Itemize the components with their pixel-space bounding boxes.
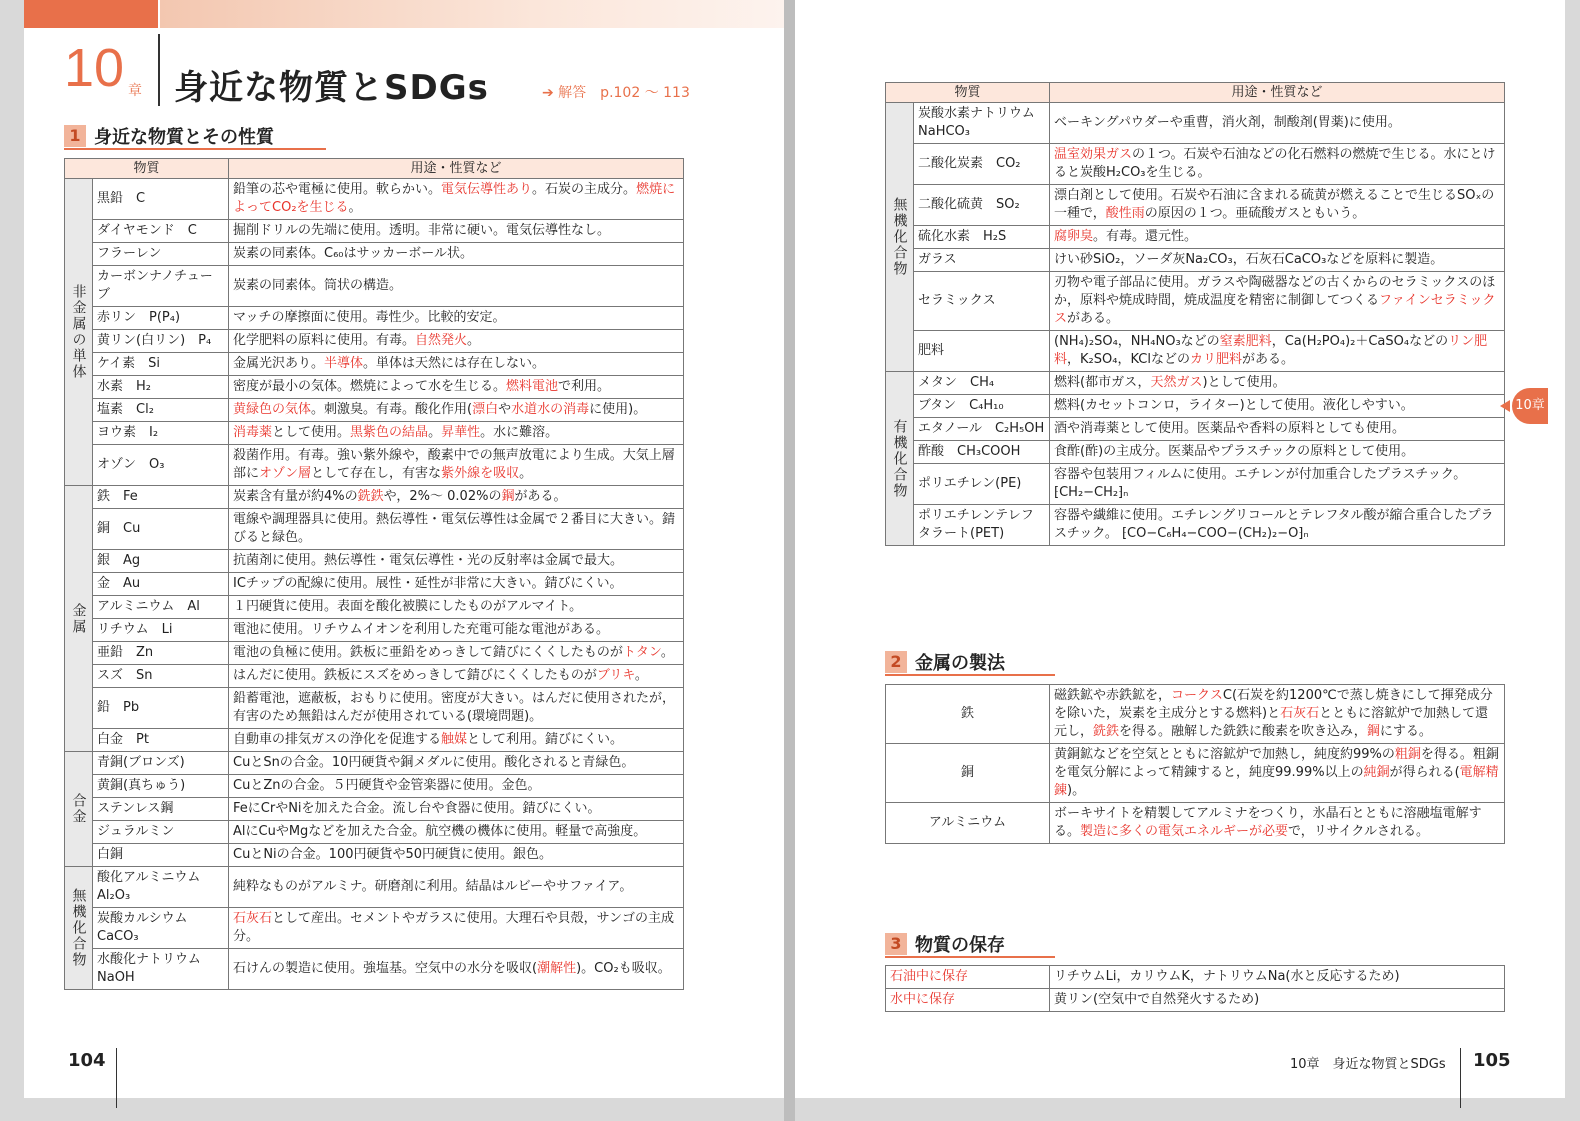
- plain-text: (NH₄)₂SO₄，NH₄NO₃などの: [1054, 334, 1220, 349]
- substance-name: ブタン C₄H₁₀: [914, 395, 1050, 418]
- substance-name: 塩素 Cl₂: [93, 399, 229, 422]
- plain-text: がある。: [1241, 352, 1294, 367]
- table-row: [65, 729, 684, 752]
- table-row: [65, 486, 684, 509]
- plain-text: 炭素の同素体。筒状の構造。: [233, 278, 403, 293]
- highlighted-term: 窒素肥料: [1219, 334, 1272, 349]
- table-row: [886, 744, 1505, 803]
- substance-name: 水素 H₂: [93, 376, 229, 399]
- substance-description: [1050, 272, 1505, 331]
- highlighted-term: 銑鉄: [1093, 724, 1120, 739]
- plain-text: がある。: [1067, 311, 1120, 326]
- table-row: [65, 550, 684, 573]
- table-row: [886, 103, 1505, 144]
- answer-reference-link[interactable]: ➔ 解答 p.102 ～ 113: [542, 85, 690, 101]
- substance-name: 酸化アルミニウム Al₂O₃: [93, 867, 229, 908]
- plain-text: 鉛蓄電池，遮蔽板，おもりに使用。密度が大きい。はんだに使用されたが，有害のため無鉛はんだが使用されている(環境問題)。: [233, 691, 676, 724]
- plain-text: 自動車の排気ガスの浄化を促進する: [233, 732, 442, 747]
- highlighted-term: 黒紫色の結晶: [350, 425, 429, 440]
- plain-text: 酒や消毒薬として使用。医薬品や香料の原料としても使用。: [1054, 421, 1406, 436]
- highlighted-term: 鋼: [501, 489, 515, 504]
- plain-text: 。: [519, 466, 533, 481]
- highlighted-term: 半導体: [324, 356, 364, 371]
- plain-text: ，Ca(H₂PO₄)₂＋CaSO₄などの: [1271, 334, 1449, 349]
- substance-name: セラミックス: [914, 272, 1050, 331]
- substance-description: [1050, 331, 1505, 372]
- highlighted-term: トタン: [622, 645, 661, 660]
- page-number-right: 105: [1473, 1050, 1511, 1071]
- substance-name: 亜鉛 Zn: [93, 642, 229, 665]
- substance-description: [229, 775, 684, 798]
- table-row: [65, 376, 684, 399]
- plain-text: を得る。粗銅を電気分解によって精錬すると，純度99.99%以上の: [1054, 747, 1499, 780]
- substance-name: 白銅: [93, 844, 229, 867]
- plain-text: 黄銅鉱などを空気とともに溶鉱炉で加熱し，純度約99%の: [1054, 747, 1395, 762]
- table-row: [65, 867, 684, 908]
- substance-name: 炭酸水素ナトリウム NaHCO₃: [914, 103, 1050, 144]
- page-rule-right: [1460, 1048, 1461, 1108]
- plain-text: 掘削ドリルの先端に使用。透明。非常に硬い。電気伝導性なし。: [233, 223, 611, 238]
- row-description: [1050, 989, 1505, 1012]
- right-page: [795, 0, 1565, 1098]
- substance-name: アルミニウム Al: [93, 596, 229, 619]
- table-row: [65, 665, 684, 688]
- substance-description: [229, 330, 684, 353]
- table-row: [65, 220, 684, 243]
- substance-description: [229, 550, 684, 573]
- substance-name: カーボンナノチューブ: [93, 266, 229, 307]
- column-header-uses: 用途・性質など: [229, 159, 684, 179]
- plain-text: 磁鉄鉱や赤鉄鉱を，: [1054, 688, 1172, 703]
- substance-description: [229, 867, 684, 908]
- highlighted-term: 黄緑色の気体: [233, 402, 312, 417]
- table-row: [65, 330, 684, 353]
- highlighted-term: リン肥料: [1054, 334, 1488, 367]
- substance-description: [229, 353, 684, 376]
- substance-name: 白金 Pt: [93, 729, 229, 752]
- row-description: [1050, 744, 1505, 803]
- substance-description: [1050, 395, 1505, 418]
- substance-name: 鉄 Fe: [93, 486, 229, 509]
- plain-text: の原因の１つ。亜硫酸ガスともいう。: [1144, 206, 1366, 221]
- section-number: 1: [64, 125, 86, 147]
- plain-text: 黄リン(空気中で自然発火するため): [1054, 992, 1260, 1007]
- highlighted-term: 漂白: [472, 402, 499, 417]
- table-row: [65, 821, 684, 844]
- highlighted-term: 鋼: [1366, 724, 1380, 739]
- table-row: [65, 844, 684, 867]
- highlighted-term: ブリキ: [596, 668, 635, 683]
- plain-text: CuとZnの合金。５円硬貨や金管楽器に使用。金色。: [233, 778, 541, 793]
- highlighted-term: カリ肥料: [1189, 352, 1242, 367]
- plain-text: 化学肥料の原料に使用。有毒。: [233, 333, 416, 348]
- table-row: [886, 418, 1505, 441]
- substance-description: [229, 376, 684, 399]
- highlighted-term: 触媒: [441, 732, 468, 747]
- plain-text: 。刺激臭。有毒。酸化作用(: [311, 402, 473, 417]
- highlighted-term: 燃焼によってCO₂を生じる: [233, 182, 676, 215]
- plain-text: がある。: [514, 489, 567, 504]
- category-label: 合金: [65, 752, 93, 867]
- table-row: [65, 688, 684, 729]
- plain-text: 純粋なものがアルミナ。研磨剤に利用。結晶はルビーやサファイア。: [233, 879, 633, 894]
- plain-text: けい砂SiO₂，ソーダ灰Na₂CO₃，石灰石CaCO₃などを原料に製造。: [1054, 252, 1444, 267]
- plain-text: １円硬貨に使用。表面を酸化被膜にしたものがアルマイト。: [233, 599, 583, 614]
- substance-name: 黒鉛 C: [93, 179, 229, 220]
- substance-description: [229, 821, 684, 844]
- substance-name: ポリエチレンテレフタラート(PET): [914, 505, 1050, 546]
- plain-text: として産出。セメントやガラスに使用。大理石や貝殻，サンゴの主成分。: [233, 911, 674, 944]
- highlighted-term: 燃料電池: [506, 379, 559, 394]
- substance-description: [229, 752, 684, 775]
- substance-description: [229, 729, 684, 752]
- plain-text: 。: [467, 333, 481, 348]
- substance-name: 黄リン(白リン) P₄: [93, 330, 229, 353]
- substance-name: 硫化水素 H₂S: [914, 226, 1050, 249]
- substance-name: 黄銅(真ちゅう): [93, 775, 229, 798]
- plain-text: として使用。: [272, 425, 351, 440]
- plain-text: や: [498, 402, 512, 417]
- chapter-divider: [158, 34, 160, 106]
- plain-text: の１つ。石炭や石油などの化石燃料の燃焼で生じる。水にとけると炭酸H₂CO₃を生じる。: [1054, 147, 1496, 180]
- category-label: 有機化合物: [886, 372, 914, 546]
- plain-text: 燃料(カセットコンロ，ライター)として使用。液化しやすい。: [1054, 398, 1414, 413]
- metal-production-table: [885, 684, 1505, 844]
- column-header-substance: 物質: [886, 83, 1050, 103]
- section-number: 3: [885, 933, 907, 955]
- substance-name: ステンレス鋼: [93, 798, 229, 821]
- substance-description: [229, 688, 684, 729]
- substance-description: [1050, 144, 1505, 185]
- table-row: [65, 243, 684, 266]
- plain-text: 電池に使用。リチウムイオンを利用した充電可能な電池がある。: [233, 622, 609, 637]
- substance-description: [229, 949, 684, 990]
- table-row: [65, 775, 684, 798]
- plain-text: )。: [1067, 783, 1086, 798]
- substance-name: 水酸化ナトリウム NaOH: [93, 949, 229, 990]
- row-description: [1050, 966, 1505, 989]
- book-gutter: [784, 0, 795, 1121]
- substance-name: ダイヤモンド C: [93, 220, 229, 243]
- substance-name: 赤リン P(P₄): [93, 307, 229, 330]
- highlighted-term: 酸性雨: [1105, 206, 1145, 221]
- table-row: [65, 908, 684, 949]
- substance-name: エタノール C₂H₅OH: [914, 418, 1050, 441]
- row-label: 銅: [886, 744, 1050, 803]
- highlighted-term: 製造に多くの電気エネルギーが必要: [1080, 824, 1289, 839]
- substance-name: オゾン O₃: [93, 445, 229, 486]
- substance-description: [229, 798, 684, 821]
- plain-text: 。有毒。還元性。: [1093, 229, 1198, 244]
- plain-text: 。石炭の主成分。: [532, 182, 637, 197]
- substance-description: [229, 908, 684, 949]
- plain-text: はんだに使用。鉄板にスズをめっきして錆びにくくしたものが: [233, 668, 597, 683]
- row-label: 鉄: [886, 685, 1050, 744]
- chapter-title: 身近な物質とSDGs: [174, 68, 489, 108]
- substance-description: [229, 844, 684, 867]
- table-row: [886, 372, 1505, 395]
- table-row: [886, 226, 1505, 249]
- section-title: 物質の保存: [915, 935, 1005, 956]
- header-bar-accent: [24, 0, 158, 28]
- plain-text: 。: [660, 645, 674, 660]
- highlighted-term: 純銅: [1363, 765, 1390, 780]
- table-row: [65, 422, 684, 445]
- plain-text: として存在し，有害な: [311, 466, 442, 481]
- substance-description: [1050, 103, 1505, 144]
- table-row: [65, 509, 684, 550]
- plain-text: として利用。錆びにくい。: [467, 732, 624, 747]
- chapter-side-tab[interactable]: 10章: [1512, 388, 1548, 424]
- substance-description: [229, 179, 684, 220]
- highlighted-term: 粗銅: [1394, 747, 1421, 762]
- table-row: [65, 266, 684, 307]
- plain-text: )。CO₂も吸収。: [576, 961, 671, 976]
- header-bar-gradient: [160, 0, 784, 28]
- plain-text: 鉛筆の芯や電極に使用。軟らかい。: [233, 182, 442, 197]
- substance-description: [229, 509, 684, 550]
- plain-text: にする。: [1379, 724, 1432, 739]
- highlighted-term: 紫外線を吸収: [441, 466, 520, 481]
- table-row: [65, 445, 684, 486]
- plain-text: CuとNiの合金。100円硬貨や50円硬貨に使用。銀色。: [233, 847, 553, 862]
- highlighted-term: 電気伝導性あり: [441, 182, 533, 197]
- plain-text: )として使用。: [1202, 375, 1286, 390]
- substance-name: ケイ素 Si: [93, 353, 229, 376]
- table-row: [886, 185, 1505, 226]
- plain-text: 電線や調理器具に使用。熱伝導性・電気伝導性は金属で２番目に大きい。錆びると緑色。: [233, 512, 676, 545]
- substance-name: フラーレン: [93, 243, 229, 266]
- plain-text: 電池の負極に使用。鉄板に亜鉛をめっきして錆びにくくしたものが: [233, 645, 623, 660]
- substance-name: ガラス: [914, 249, 1050, 272]
- plain-text: ICチップの配線に使用。展性・延性が非常に大きい。錆びにくい。: [233, 576, 623, 591]
- plain-text: 漂白剤として使用。石炭や石油に含まれる硫黄が燃えることで生じるSOₓの一種で，: [1054, 188, 1495, 221]
- table-row: [886, 803, 1505, 844]
- table-row: [65, 752, 684, 775]
- substance-description: [229, 573, 684, 596]
- plain-text: 炭素含有量が約4%の: [233, 489, 358, 504]
- substance-name: 炭酸カルシウム CaCO₃: [93, 908, 229, 949]
- substance-description: [229, 642, 684, 665]
- plain-text: 。: [634, 668, 648, 683]
- section-title: 金属の製法: [915, 653, 1005, 674]
- substance-name: 青銅(ブロンズ): [93, 752, 229, 775]
- plain-text: 金属光沢あり。: [233, 356, 325, 371]
- highlighted-term: 消毒薬: [233, 425, 273, 440]
- plain-text: マッチの摩擦面に使用。毒性少。比較的安定。: [233, 310, 506, 325]
- highlighted-term: 水道水の消毒: [511, 402, 590, 417]
- row-description: [1050, 685, 1505, 744]
- properties-table: [64, 158, 684, 990]
- table-row: [886, 249, 1505, 272]
- substance-name: 銅 Cu: [93, 509, 229, 550]
- substance-name: 二酸化炭素 CO₂: [914, 144, 1050, 185]
- substance-description: [229, 220, 684, 243]
- highlighted-term: 電解精錬: [1054, 765, 1499, 798]
- category-label: 無機化合物: [65, 867, 93, 990]
- substance-description: [229, 596, 684, 619]
- highlighted-term: 昇華性: [441, 425, 481, 440]
- plain-text: 。単体は天然には存在しない。: [363, 356, 546, 371]
- chapter-number: 10: [64, 38, 125, 98]
- plain-text: ベーキングパウダーや重曹，消火剤，制酸剤(胃薬)に使用。: [1054, 115, 1401, 130]
- table-row: [886, 272, 1505, 331]
- row-label: 水中に保存: [886, 989, 1050, 1012]
- category-label: 金属: [65, 486, 93, 752]
- highlighted-term: 石灰石: [1280, 706, 1320, 721]
- column-header-substance: 物質: [65, 159, 229, 179]
- page-number-left: 104: [68, 1050, 106, 1071]
- plain-text: 燃料(都市ガス，: [1054, 375, 1151, 390]
- storage-table: [885, 965, 1505, 1012]
- row-label: 石油中に保存: [886, 966, 1050, 989]
- section-3-heading: [885, 932, 1055, 958]
- substance-name: ヨウ素 I₂: [93, 422, 229, 445]
- substance-name: ポリエチレン(PE): [914, 464, 1050, 505]
- plain-text: とともに溶鉱炉で加熱して還元し，: [1054, 706, 1489, 739]
- substance-description: [229, 445, 684, 486]
- plain-text: 。: [428, 425, 442, 440]
- table-row: [65, 573, 684, 596]
- highlighted-term: 腐卵臭: [1054, 229, 1094, 244]
- highlighted-term: オゾン層: [259, 466, 312, 481]
- plain-text: 食酢(酢)の主成分。医薬品やプラスチックの原料として使用。: [1054, 444, 1415, 459]
- column-header-uses: 用途・性質など: [1050, 83, 1505, 103]
- table-row: [886, 966, 1505, 989]
- substance-name: 二酸化硫黄 SO₂: [914, 185, 1050, 226]
- substance-description: [229, 486, 684, 509]
- table-row: [886, 395, 1505, 418]
- substance-description: [1050, 441, 1505, 464]
- section-1-heading: [64, 124, 326, 150]
- highlighted-term: 潮解性: [537, 961, 577, 976]
- table-row: [65, 798, 684, 821]
- table-row: [886, 505, 1505, 546]
- plain-text: リチウムLi，カリウムK，ナトリウムNa(水と反応するため): [1054, 969, 1400, 984]
- table-row: [65, 307, 684, 330]
- substance-description: [229, 619, 684, 642]
- compounds-table: [885, 82, 1505, 546]
- plain-text: 炭素の同素体。C₆₀はサッカーボール状。: [233, 246, 473, 261]
- highlighted-term: 石灰石: [233, 911, 273, 926]
- plain-text: に使用)。: [589, 402, 647, 417]
- substance-description: [1050, 185, 1505, 226]
- plain-text: 刃物や電子部品に使用。ガラスや陶磁器などの古くからのセラミックスのほか，原料や焼成時間，焼成温度を精密に制御してつくる: [1054, 275, 1496, 308]
- plain-text: C(石炭を約1200℃で蒸し焼きにして揮発成分を除いた，炭素を主成分とする燃料)と: [1054, 688, 1493, 721]
- left-page: [24, 0, 784, 1098]
- highlighted-term: 温室効果ガス: [1054, 147, 1133, 162]
- substance-name: メタン CH₄: [914, 372, 1050, 395]
- highlighted-term: 自然発火: [415, 333, 468, 348]
- plain-text: で利用。: [558, 379, 611, 394]
- chapter-word: 章: [128, 83, 142, 99]
- substance-description: [229, 307, 684, 330]
- table-row: [886, 144, 1505, 185]
- plain-text: で，リサイクルされる。: [1288, 824, 1429, 839]
- substance-description: [229, 243, 684, 266]
- plain-text: 容器や繊維に使用。エチレングリコールとテレフタル酸が縮合重合したプラスチック。 ⁅CO−C₆H₄−COO−(CH₂)₂−O⁆ₙ: [1054, 508, 1494, 541]
- category-label: 無機化合物: [886, 103, 914, 372]
- side-tab-pointer: [1500, 400, 1510, 412]
- substance-description: [229, 665, 684, 688]
- substance-name: 銀 Ag: [93, 550, 229, 573]
- category-label: 非金属の単体: [65, 179, 93, 486]
- substance-name: 酢酸 CH₃COOH: [914, 441, 1050, 464]
- plain-text: 。: [348, 200, 362, 215]
- section-2-heading: [885, 650, 1055, 676]
- substance-description: [1050, 249, 1505, 272]
- table-row: [65, 619, 684, 642]
- table-row: [65, 949, 684, 990]
- row-description: [1050, 803, 1505, 844]
- plain-text: FeにCrやNiを加えた合金。流し台や食器に使用。錆びにくい。: [233, 801, 601, 816]
- table-row: [65, 179, 684, 220]
- plain-text: 。水に難溶。: [480, 425, 559, 440]
- substance-name: スズ Sn: [93, 665, 229, 688]
- table-row: [65, 399, 684, 422]
- substance-description: [1050, 505, 1505, 546]
- table-row: [886, 441, 1505, 464]
- substance-description: [1050, 372, 1505, 395]
- section-title: 身近な物質とその性質: [94, 127, 274, 148]
- plain-text: 石けんの製造に使用。強塩基。空気中の水分を吸収(: [233, 961, 538, 976]
- plain-text: 容器や包装用フィルムに使用。エチレンが付加重合したプラスチック。 ⁅CH₂−CH₂⁆ₙ: [1054, 467, 1467, 500]
- plain-text: や，2%～ 0.02%の: [383, 489, 502, 504]
- plain-text: 殺菌作用。有毒。強い紫外線や，酸素中での無声放電により生成。大気上層部に: [233, 448, 675, 481]
- plain-text: ボーキサイトを精製してアルミナをつくり，氷晶石とともに溶融塩電解する。: [1054, 806, 1482, 839]
- highlighted-term: 銑鉄: [357, 489, 384, 504]
- page-rule-left: [116, 1048, 117, 1108]
- highlighted-term: コークス: [1171, 688, 1223, 703]
- substance-description: [1050, 226, 1505, 249]
- table-row: [65, 642, 684, 665]
- table-row: [886, 685, 1505, 744]
- row-label: アルミニウム: [886, 803, 1050, 844]
- plain-text: ，K₂SO₄，KClなどの: [1067, 352, 1190, 367]
- plain-text: 抗菌剤に使用。熱伝導性・電気伝導性・光の反射率は金属で最大。: [233, 553, 624, 568]
- substance-description: [1050, 418, 1505, 441]
- substance-description: [229, 422, 684, 445]
- plain-text: CuとSnの合金。10円硬貨や銅メダルに使用。酸化されると青緑色。: [233, 755, 635, 770]
- table-row: [886, 331, 1505, 372]
- table-row: [886, 989, 1505, 1012]
- substance-description: [229, 399, 684, 422]
- table-row: [65, 596, 684, 619]
- substance-description: [229, 266, 684, 307]
- plain-text: を得る。融解した銑鉄に酸素を吹き込み，: [1119, 724, 1367, 739]
- highlighted-term: 天然ガス: [1150, 375, 1203, 390]
- substance-name: ジュラルミン: [93, 821, 229, 844]
- table-row: [65, 353, 684, 376]
- plain-text: AlにCuやMgなどを加えた合金。航空機の機体に使用。軽量で高強度。: [233, 824, 647, 839]
- substance-name: リチウム Li: [93, 619, 229, 642]
- substance-name: 肥料: [914, 331, 1050, 372]
- plain-text: 密度が最小の気体。燃焼によって水を生じる。: [233, 379, 507, 394]
- section-number: 2: [885, 651, 907, 673]
- substance-description: [1050, 464, 1505, 505]
- highlighted-term: ファインセラミックス: [1054, 293, 1496, 326]
- substance-name: 鉛 Pb: [93, 688, 229, 729]
- table-row: [886, 464, 1505, 505]
- substance-name: 金 Au: [93, 573, 229, 596]
- plain-text: が得られる(: [1389, 765, 1460, 780]
- running-title: 10章 身近な物質とSDGs: [1290, 1057, 1446, 1072]
